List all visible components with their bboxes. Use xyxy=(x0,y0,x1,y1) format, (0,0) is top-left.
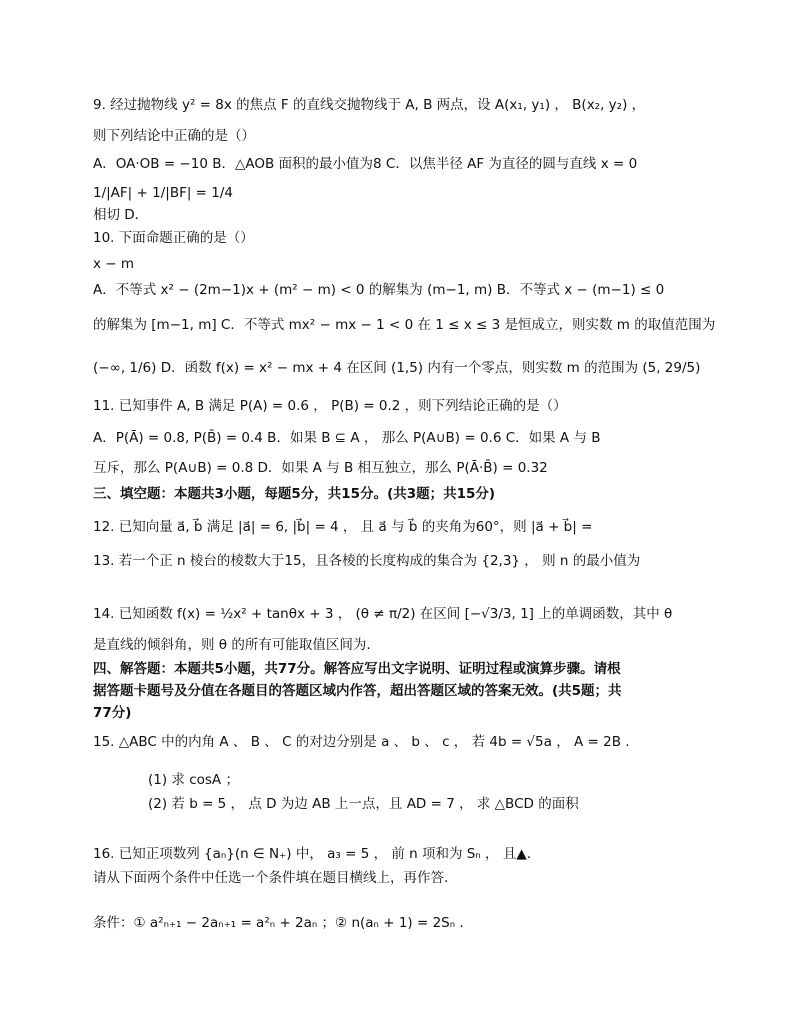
text-line-q10-l5: (−∞, 1/6) D．函数 f(x) = x² − mx + 4 在区间 (1,5) 内有一个零点，则实数 m 的范围为 (5, 29/5) xyxy=(93,360,701,376)
text-line-q9-l1: 9. 经过抛物线 y² = 8x 的焦点 F 的直线交抛物线于 A, B 两点，设 A(x₁, y₁) ， B(x₂, y₂) ， xyxy=(93,97,646,113)
text-line-q11-l1: 11. 已知事件 A, B 满足 P(A) = 0.6 ， P(B) = 0.2 ，则下列结论正确的是（） xyxy=(93,398,567,414)
text-line-sec3: 三、填空题：本题共3小题，每题5分，共15分。(共3题；共15分) xyxy=(93,486,496,502)
text-line-q11-l3: 互斥，那么 P(A∪B) = 0.8 D．如果 A 与 B 相互独立，那么 P(Ā·B̄) = 0.32 xyxy=(93,460,548,476)
text-line-q10-l3: A．不等式 x² − (2m−1)x + (m² − m) < 0 的解集为 (m−1, m) B．不等式 x − (m−1) ≤ 0 xyxy=(93,282,665,298)
text-line-q9-l2: 则下列结论中正确的是（） xyxy=(93,128,255,144)
text-line-q10-l2: x − m xyxy=(93,256,135,272)
text-line-q15-l1: 15. △ABC 中的内角 A 、 B 、 C 的对边分别是 a 、 b 、 c ， 若 4b = √5a ， A = 2B . xyxy=(93,734,630,750)
text-line-q9-l4: 1/|AF| + 1/|BF| = 1/4 xyxy=(93,185,234,201)
text-line-q10-l1: 10. 下面命题正确的是（） xyxy=(93,230,254,246)
text-line-q11-l2: A．P(Ā) = 0.8, P(B̄) = 0.4 B．如果 B ⊆ A ， 那么 P(A∪B) = 0.6 C．如果 A 与 B xyxy=(93,430,601,446)
text-line-q9-l5: 相切 D． xyxy=(93,207,149,223)
text-line-q15-l3: (2) 若 b = 5 ， 点 D 为边 AB 上一点，且 AD = 7 ， 求 △BCD 的面积 xyxy=(148,796,579,812)
text-line-q16-l1: 16. 已知正项数列 {aₙ}(n ∈ N₊) 中， a₃ = 5 ， 前 n 项和为 Sₙ ， 且▲. xyxy=(93,846,532,862)
text-line-q16-l3: 条件：① a²ₙ₊₁ − 2aₙ₊₁ = a²ₙ + 2aₙ ；② n(aₙ + 1) = 2Sₙ . xyxy=(93,915,464,931)
text-line-q9-l3: A．OA·OB = −10 B．△AOB 面积的最小值为8 C．以焦半径 AF 为直径的圆与直线 x = 0 xyxy=(93,156,638,172)
text-line-q13: 13. 若一个正 n 棱台的棱数大于15，且各棱的长度构成的集合为 {2,3} ， 则 n 的最小值为 xyxy=(93,553,641,569)
text-line-q14-l2: 是直线的倾斜角，则 θ 的所有可能取值区间为. xyxy=(93,637,371,653)
text-line-sec4-l1: 四、解答题：本题共5小题，共77分。解答应写出文字说明、证明过程或演算步骤。请根 xyxy=(93,661,621,677)
text-line-sec4-l3: 77分) xyxy=(93,705,132,721)
text-line-q10-l4: 的解集为 [m−1, m] C．不等式 mx² − mx − 1 < 0 在 1 ≤ x ≤ 3 是恒成立，则实数 m 的取值范围为 xyxy=(93,317,716,333)
text-line-q12: 12. 已知向量 a⃗, b⃗ 满足 |a⃗| = 6, |b⃗| = 4 ， 且 a⃗ 与 b⃗ 的夹角为60°，则 |a⃗ + b⃗| = xyxy=(93,519,593,535)
text-line-sec4-l2: 据答题卡题号及分值在各题目的答题区域内作答，超出答题区域的答案无效。(共5题；共 xyxy=(93,683,622,699)
text-line-q14-l1: 14. 已知函数 f(x) = ½x² + tanθx + 3 ， (θ ≠ π/2) 在区间 [−√3/3, 1] 上的单调函数，其中 θ xyxy=(93,606,673,622)
text-line-q16-l2: 请从下面两个条件中任选一个条件填在题目横线上，再作答. xyxy=(93,870,449,886)
text-line-q15-l2: (1) 求 cosA ； xyxy=(148,772,239,788)
